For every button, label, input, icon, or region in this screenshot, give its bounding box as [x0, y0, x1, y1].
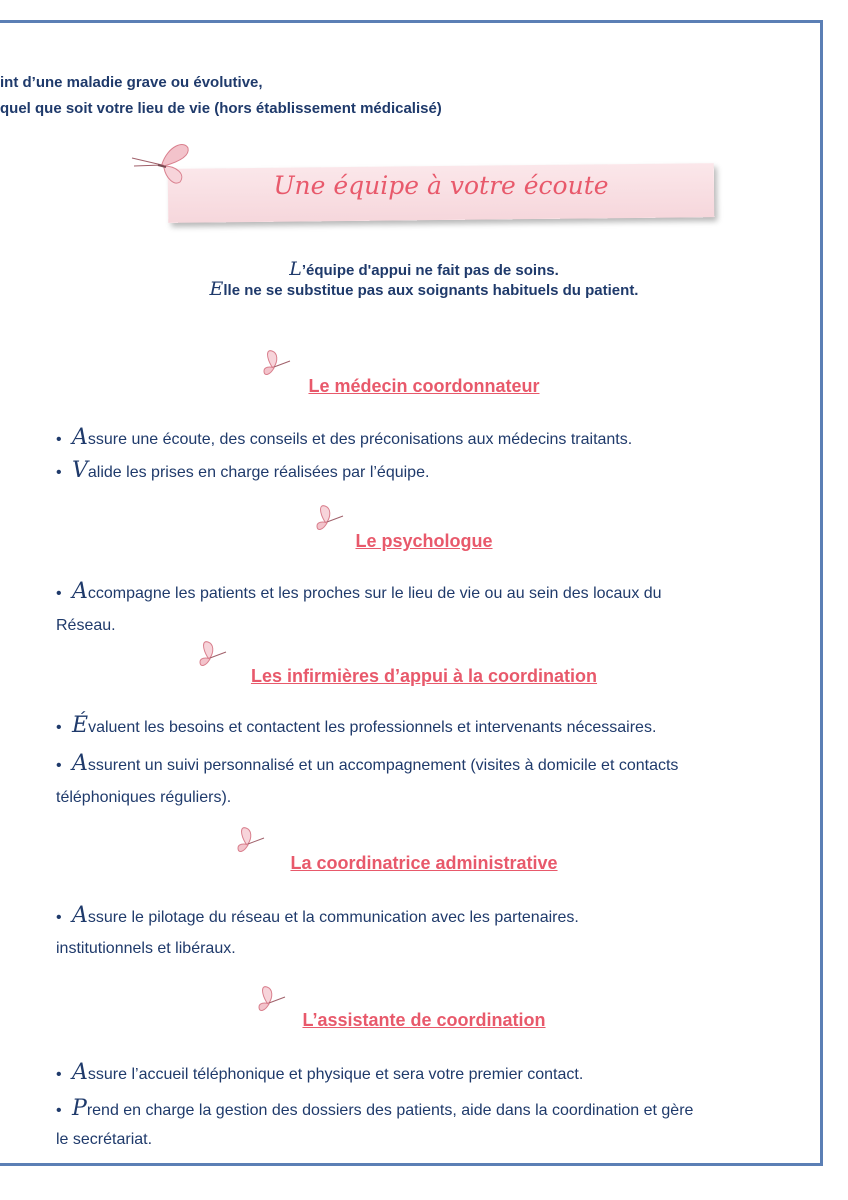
- line-cap: A: [72, 1060, 88, 1085]
- line-cap: P: [72, 1096, 87, 1121]
- coordinatrice-line-1: [56, 903, 579, 928]
- line-text: rend en charge la gestion des dossiers des patients, aide dans la coordination et gère: [86, 1102, 694, 1119]
- section-title-infirmieres: Les infirmières d’appui à la coordination: [250, 666, 598, 686]
- line-text: ssure une écoute, des conseils et des préconisations aux médecins traitants.: [87, 431, 633, 448]
- line-text: institutionnels et libéraux.: [56, 940, 236, 957]
- line-cap: V: [72, 458, 88, 483]
- bullet: •: [56, 585, 62, 602]
- bullet: •: [56, 757, 62, 774]
- section-title-coordinatrice: La coordinatrice administrative: [290, 853, 558, 873]
- line-text: ssure le pilotage du réseau et la communication avec les partenaires.: [87, 909, 579, 926]
- line-cap: A: [72, 903, 88, 928]
- bullet: •: [56, 464, 62, 481]
- infirmieres-line-2: [56, 751, 678, 776]
- intro-line-2: quel que soit votre lieu de vie (hors établissement médicalisé): [0, 100, 442, 117]
- section-title-assistante: L’assistante de coordination: [302, 1010, 546, 1030]
- line-cap: A: [72, 579, 88, 604]
- line-text: Réseau.: [56, 617, 116, 634]
- line-text: alide les prises en charge réalisées par l’équipe.: [87, 464, 430, 481]
- bullet: •: [56, 1102, 62, 1119]
- section-title-medecin: Le médecin coordonnateur: [308, 376, 540, 396]
- line-text: le secrétariat.: [56, 1131, 153, 1148]
- infirmieres-line-3: [56, 789, 231, 807]
- psychologue-line-2: [56, 617, 116, 635]
- notice-line-1-text: ’équipe d'appui ne fait pas de soins.: [301, 262, 559, 279]
- banner-title: Une équipe à votre écoute: [273, 171, 609, 200]
- line-text: téléphoniques réguliers).: [56, 789, 232, 806]
- bullet: •: [56, 909, 62, 926]
- bullet: •: [56, 431, 62, 448]
- infirmieres-line-1: [56, 713, 656, 738]
- psychologue-line-1: [56, 579, 662, 604]
- medecin-line-2: [56, 458, 429, 483]
- coordinatrice-line-2: [56, 940, 236, 958]
- notice-line-1: [0, 258, 848, 280]
- line-text: ssure l’accueil téléphonique et physique et sera votre premier contact.: [87, 1066, 584, 1083]
- intro-line-1: int d’une maladie grave ou évolutive,: [0, 74, 263, 91]
- bullet: •: [56, 719, 62, 736]
- section-title-psychologue: Le psychologue: [355, 531, 493, 551]
- assistante-line-2: [56, 1096, 693, 1121]
- assistante-line-1: [56, 1060, 583, 1085]
- medecin-line-1: [56, 425, 632, 450]
- notice-line-2-cap: E: [209, 278, 224, 300]
- bullet: •: [56, 1066, 62, 1083]
- notice-line-2-text: lle ne se substitue pas aux soignants habituels du patient.: [223, 282, 639, 299]
- line-cap: É: [72, 713, 89, 738]
- line-text: ccompagne les patients et les proches sur le lieu de vie ou au sein des locaux du: [87, 585, 662, 602]
- line-cap: A: [72, 751, 88, 776]
- line-text: valuent les besoins et contactent les professionnels et intervenants nécessaires.: [88, 719, 657, 736]
- notice-line-1-cap: L: [289, 258, 302, 280]
- assistante-line-3: [56, 1131, 152, 1149]
- line-cap: A: [72, 425, 88, 450]
- notice-line-2: [0, 278, 848, 300]
- line-text: ssurent un suivi personnalisé et un accompagnement (visites à domicile et contacts: [87, 757, 679, 774]
